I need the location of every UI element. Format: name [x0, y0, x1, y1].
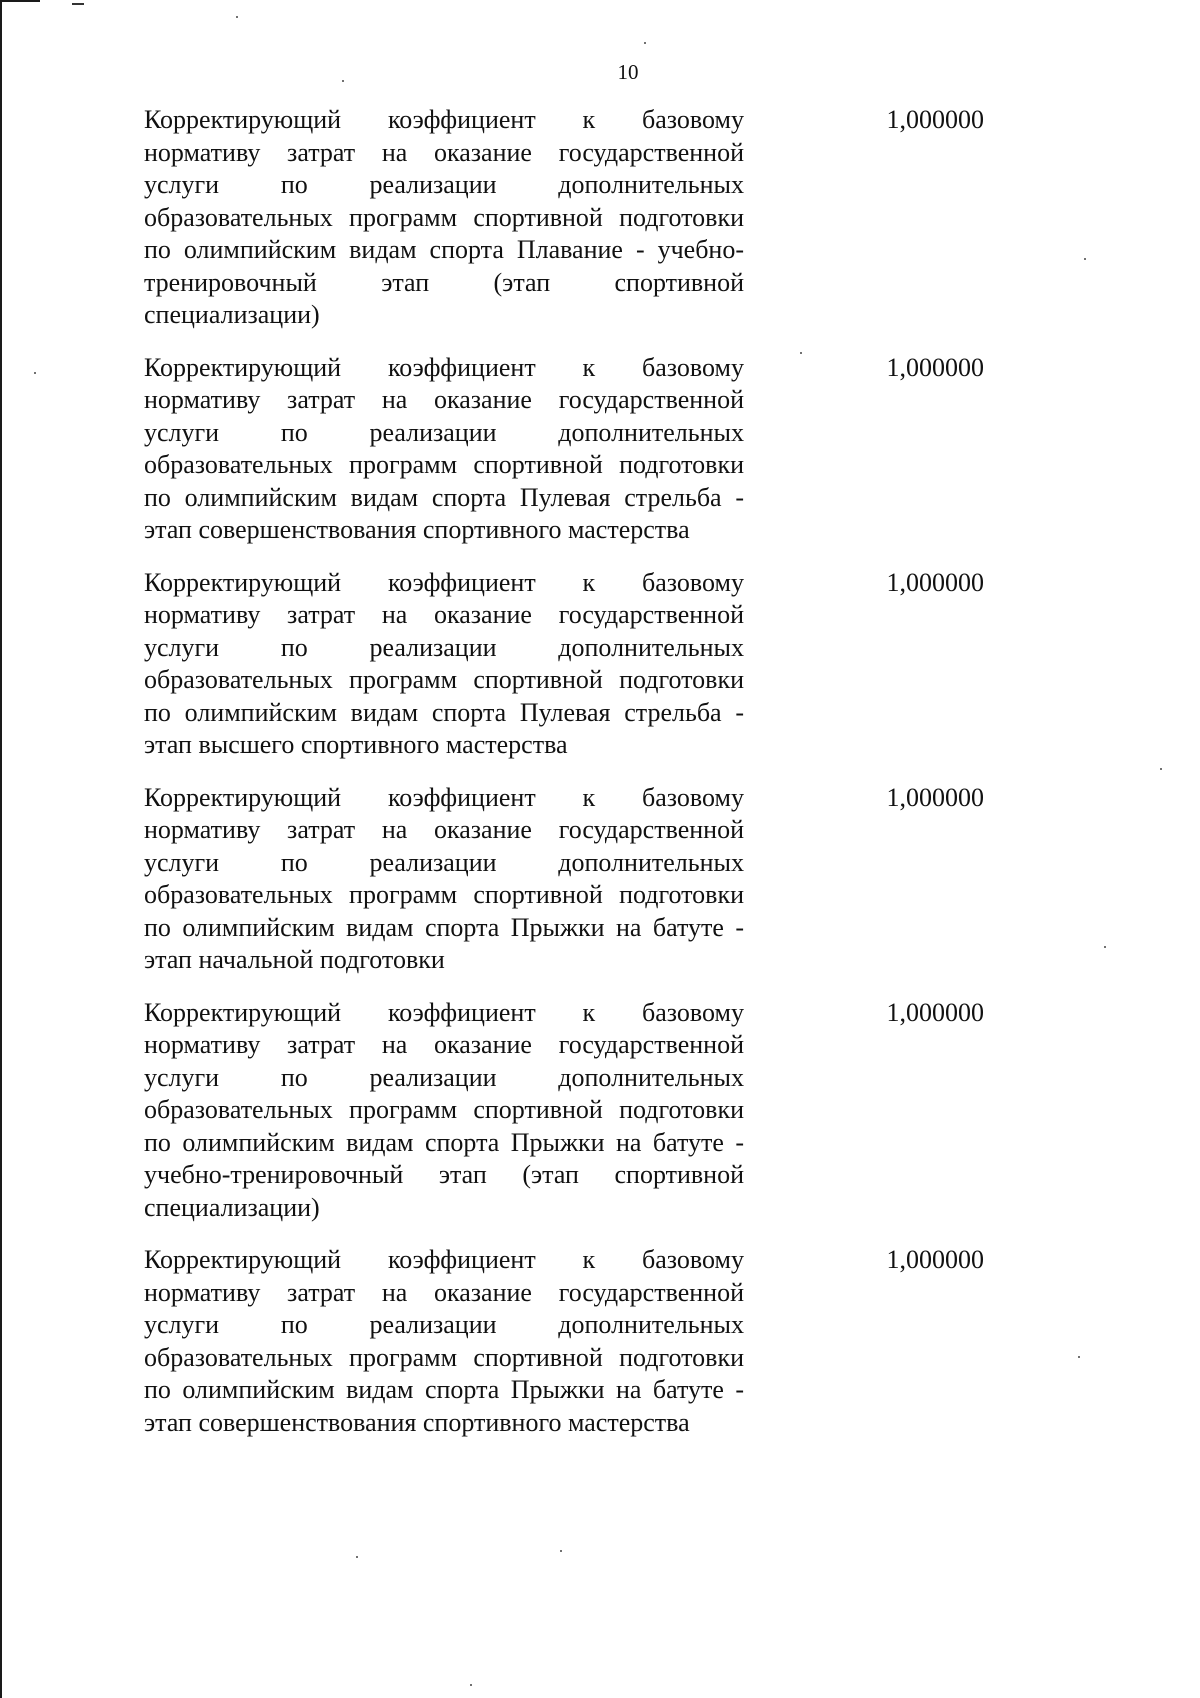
coefficient-entry [144, 104, 984, 332]
coefficient-entry [144, 997, 984, 1225]
coefficient-description: Корректирующий коэффициент к базовому нормативу затрат на оказание государственной услуги по реализации дополнительных образовательных программ спортивной подготовки по олимпийским видам спорта Прыжки на батуте - учебно-тренировочный этап (этап спортивной специализации) [144, 997, 744, 1222]
scan-speck [34, 372, 36, 374]
coefficient-entry [144, 782, 984, 977]
scan-speck [470, 1684, 472, 1686]
coefficient-description: Корректирующий коэффициент к базовому нормативу затрат на оказание государственной услуги по реализации дополнительных образовательных программ спортивной подготовки по олимпийским видам спорта Пулевая стрельба - этап высшего спортивного мастерства [144, 567, 744, 759]
scan-speck [644, 42, 646, 44]
coefficient-list [144, 104, 984, 1459]
coefficient-description: Корректирующий коэффициент к базовому нормативу затрат на оказание государственной услуги по реализации дополнительных образовательных программ спортивной подготовки по олимпийским видам спорта Пулевая стрельба - этап совершенствования спортивного мастерства [144, 352, 744, 544]
coefficient-value: 1,000000 [886, 567, 984, 597]
coefficient-value: 1,000000 [886, 352, 984, 382]
scan-speck [560, 1550, 562, 1552]
scan-corner-mark [0, 0, 40, 2]
coefficient-entry [144, 1244, 984, 1439]
coefficient-description: Корректирующий коэффициент к базовому нормативу затрат на оказание государственной услуги по реализации дополнительных образовательных программ спортивной подготовки по олимпийским видам спорта Прыжки на батуте - этап совершенствования спортивного мастерства [144, 1245, 744, 1437]
scan-speck [236, 16, 238, 18]
coefficient-value: 1,000000 [886, 105, 984, 134]
coefficient-description: Корректирующий коэффициент к базовому нормативу затрат на оказание государственной услуги по реализации дополнительных образовательных программ спортивной подготовки по олимпийским видам спорта Плавание - учебно-тренировочный этап (этап спортивной специализации) [144, 105, 744, 329]
scan-corner-mark [72, 3, 84, 5]
scan-edge-mark [0, 0, 2, 1698]
page-number: 10 [617, 60, 639, 84]
coefficient-value: 1,000000 [886, 782, 984, 812]
scan-speck [1160, 768, 1162, 770]
scan-speck [1084, 258, 1086, 260]
coefficient-entry [144, 352, 984, 547]
scan-speck [1078, 1356, 1080, 1358]
coefficient-value: 1,000000 [886, 997, 984, 1027]
scan-speck [356, 1556, 358, 1558]
coefficient-description: Корректирующий коэффициент к базовому нормативу затрат на оказание государственной услуги по реализации дополнительных образовательных программ спортивной подготовки по олимпийским видам спорта Прыжки на батуте - этап начальной подготовки [144, 782, 744, 974]
scan-speck [1104, 946, 1106, 948]
coefficient-value: 1,000000 [886, 1245, 984, 1274]
coefficient-entry [144, 567, 984, 762]
